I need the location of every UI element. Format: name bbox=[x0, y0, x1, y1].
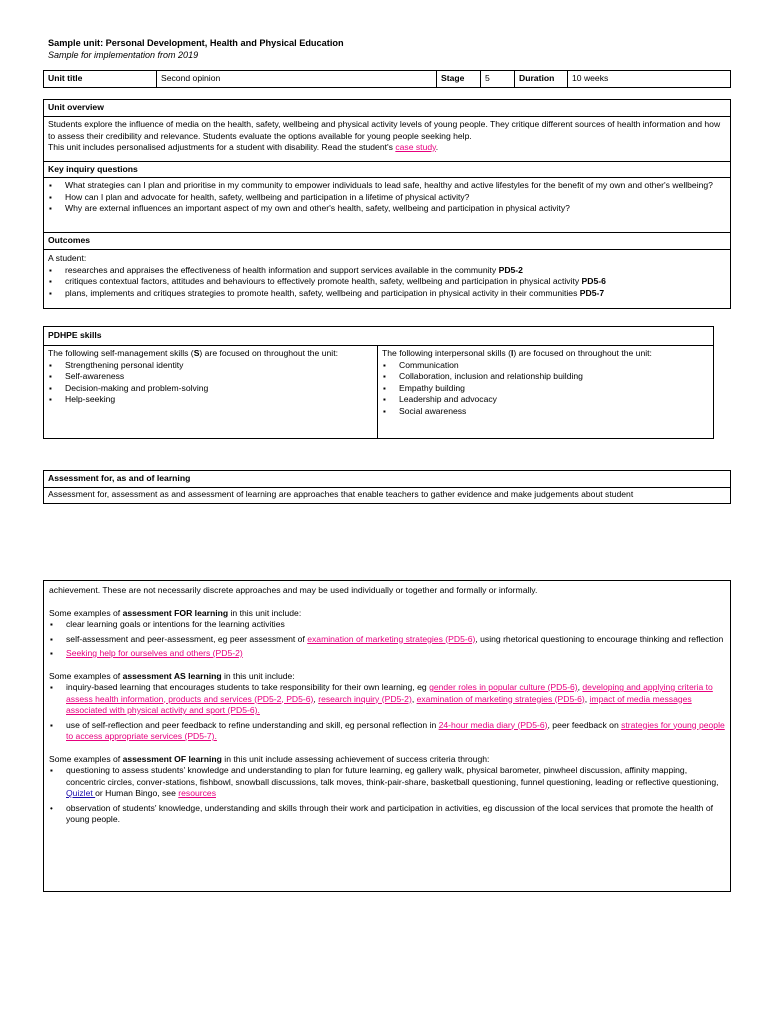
item-text: use of self-reflection and peer feedback to refine understanding and skill, eg personal reflection in bbox=[66, 719, 439, 730]
skill-item: ▪ Empathy building bbox=[382, 383, 709, 395]
unit-title-value: Second opinion bbox=[157, 71, 437, 88]
heading-prefix: Some examples of bbox=[49, 753, 123, 764]
resources-link[interactable]: resources bbox=[178, 788, 216, 798]
assessment-heading: Assessment for, as and of learning bbox=[44, 471, 730, 488]
overview-box bbox=[43, 99, 731, 309]
overview-case-study-line bbox=[48, 142, 726, 154]
item-text: questioning to assess students' knowledge and understanding to plan for future learning, eg gallery walk, physical barometer, pinwheel discussion, affinity mapping, concentric circles, conver-stations, fishbowl, snowball discussions, talk moves, think-pair-share, basketball questioning, funnel questioning, leading or reflective questioning, bbox=[66, 765, 719, 787]
outcome-code: PD5-7 bbox=[579, 287, 605, 298]
skill-item: ▪ Leadership and advocacy bbox=[382, 394, 709, 406]
assessment-continued-box bbox=[43, 580, 731, 892]
skill-item: ▪ Communication bbox=[382, 360, 709, 372]
heading-suffix: in this unit include assessing achievement of success criteria through: bbox=[221, 753, 490, 764]
skills-box bbox=[43, 326, 714, 439]
criteria-link[interactable]: developing and applying criteria to assess health information, products and services (PD5-2, PD5-6) bbox=[66, 682, 713, 704]
skill-item: ▪ Self-awareness bbox=[48, 371, 373, 383]
separator: , bbox=[313, 693, 319, 704]
item-text: inquiry-based learning that encourages students to take responsibility for their own learning, eg bbox=[66, 682, 430, 692]
marketing-strategies-link[interactable]: examination of marketing strategies (PD5-6) bbox=[307, 633, 476, 644]
skills-heading: PDHPE skills bbox=[44, 327, 713, 346]
media-diary-link[interactable]: 24-hour media diary (PD5-6) bbox=[438, 719, 548, 730]
interpersonal-intro bbox=[382, 348, 709, 360]
assessment-for-heading bbox=[49, 608, 725, 620]
marketing-strategies-link[interactable]: examination of marketing strategies (PD5-6) bbox=[416, 693, 585, 704]
skill-letter: S bbox=[193, 348, 200, 358]
outcomes-list bbox=[48, 265, 726, 300]
outcomes-section bbox=[44, 250, 730, 308]
heading-suffix: in this unit include: bbox=[228, 607, 302, 618]
assessment-for-item: ▪ clear learning goals or intentions for the learning activities bbox=[49, 619, 725, 631]
item-text: , peer feedback on bbox=[547, 719, 622, 730]
interpersonal-column bbox=[378, 346, 713, 438]
stage-label: Stage bbox=[437, 71, 481, 88]
inquiry-question: ▪ How can I plan and advocate for health, safety, wellbeing and participation in a lifetime of physical activity? bbox=[48, 192, 726, 204]
overview-text-suffix: . bbox=[435, 142, 439, 152]
outcome-text: critiques contextual factors, attitudes and behaviours to effectively promote health, safety, wellbeing and participation in physical activity bbox=[65, 276, 582, 286]
skill-item: ▪ Social awareness bbox=[382, 406, 709, 418]
assessment-as-item bbox=[49, 720, 725, 743]
heading-bold: assessment FOR learning bbox=[122, 607, 229, 618]
inquiry-heading: Key inquiry questions bbox=[44, 162, 730, 178]
inquiry-question: ▪ What strategies can I plan and prioritise in my community to empower individuals to lead safe, healthy and active lifestyles for the benefit of my own and other's wellbeing? bbox=[48, 180, 726, 192]
intro-suffix: ) are focused on throughout the unit: bbox=[513, 348, 652, 358]
inquiry-section bbox=[44, 178, 730, 233]
document-subtitle: Sample for implementation from 2019 bbox=[48, 49, 199, 60]
item-text: or Human Bingo, see bbox=[95, 788, 179, 798]
skill-item: ▪ Collaboration, inclusion and relationship building bbox=[382, 371, 709, 383]
duration-value: 10 weeks bbox=[568, 71, 731, 88]
separator: , bbox=[577, 682, 583, 692]
self-management-list bbox=[48, 360, 373, 406]
assessment-of-list bbox=[49, 765, 725, 826]
services-strategies-link[interactable]: strategies for young people to access appropriate services (PD5-7). bbox=[66, 719, 725, 741]
heading-suffix: in this unit include: bbox=[221, 670, 295, 681]
outcome-text: researches and appraises the effectiveness of health information and support services available in the community bbox=[65, 264, 499, 275]
overview-heading: Unit overview bbox=[44, 100, 730, 117]
assessment-box bbox=[43, 470, 731, 504]
duration-label: Duration bbox=[515, 71, 568, 88]
assessment-for-list bbox=[49, 619, 725, 660]
media-messages-link[interactable]: impact of media messages associated with physical activity and sport (PD5-6). bbox=[66, 693, 692, 715]
separator: , bbox=[411, 693, 417, 704]
intro-prefix: The following interpersonal skills ( bbox=[382, 348, 511, 358]
self-management-column bbox=[44, 346, 378, 438]
overview-text-prefix: This unit includes personalised adjustments for a student with disability. Read the student's bbox=[48, 142, 396, 152]
outcomes-intro: A student: bbox=[48, 253, 87, 263]
outcomes-heading: Outcomes bbox=[44, 233, 730, 250]
heading-bold: assessment OF learning bbox=[122, 753, 222, 764]
skill-item: ▪ Strengthening personal identity bbox=[48, 360, 373, 372]
assessment-for-item bbox=[49, 634, 725, 646]
assessment-of-item: • observation of students' knowledge, understanding and skills through their work and participation in activities, eg discussion of the local services that promote the health of young people. bbox=[49, 803, 725, 826]
stage-value: 5 bbox=[481, 71, 515, 88]
assessment-text: Assessment for, assessment as and assessment of learning are approaches that enable teachers to gather evidence and make judgements about student bbox=[48, 489, 634, 499]
assessment-of-heading bbox=[49, 754, 725, 766]
quizlet-link[interactable]: Quizlet bbox=[66, 788, 96, 798]
outcome-item bbox=[48, 288, 726, 300]
unit-title-label: Unit title bbox=[44, 71, 157, 88]
case-study-link[interactable]: case study bbox=[395, 142, 436, 152]
overview-text: Students explore the influence of media on the health, safety, wellbeing and physical activity levels of young people. They critique different sources of health information and how to assess their credibility and relevance. Students evaluate the options available for young people seeking help. bbox=[48, 119, 721, 141]
assessment-as-heading bbox=[49, 671, 725, 683]
separator: , bbox=[584, 693, 590, 704]
skill-item: ▪ Decision-making and problem-solving bbox=[48, 383, 373, 395]
outcome-code: PD5-6 bbox=[581, 276, 606, 286]
heading-prefix: Some examples of bbox=[49, 607, 123, 618]
skill-letter: I bbox=[510, 348, 514, 358]
inquiry-question: ▪ Why are external influences an important aspect of my own and other's health, safety, wellbeing and participation in physical activity? bbox=[48, 203, 726, 215]
assessment-continued-text: achievement. These are not necessarily discrete approaches and may be used individually or together and formally or informally. bbox=[49, 585, 538, 595]
outcome-item bbox=[48, 265, 726, 277]
document-header bbox=[48, 38, 344, 61]
heading-bold: assessment AS learning bbox=[122, 670, 222, 681]
intro-suffix: ) are focused on throughout the unit: bbox=[199, 348, 338, 358]
skills-columns bbox=[44, 346, 713, 438]
document-title: Sample unit: Personal Development, Health and Physical Education bbox=[48, 38, 344, 48]
unit-info-table bbox=[43, 70, 731, 88]
self-management-intro bbox=[48, 348, 373, 360]
assessment-for-item bbox=[49, 648, 725, 660]
inquiry-list bbox=[48, 180, 726, 215]
heading-prefix: Some examples of bbox=[49, 670, 123, 681]
intro-prefix: The following self-management skills ( bbox=[48, 348, 194, 358]
outcome-text: plans, implements and critiques strategies to promote health, safety, wellbeing and participation in physical activity in their communities bbox=[65, 287, 580, 298]
skill-item: ▪ Help-seeking bbox=[48, 394, 373, 406]
item-text: , using rhetorical questioning to encourage thinking and reflection bbox=[475, 633, 724, 644]
outcome-item bbox=[48, 276, 726, 288]
outcome-code: PD5-2 bbox=[498, 264, 523, 275]
assessment-of-item bbox=[49, 765, 725, 800]
gender-roles-link[interactable]: gender roles in popular culture (PD5-6) bbox=[429, 682, 578, 692]
interpersonal-list bbox=[382, 360, 709, 418]
assessment-as-item bbox=[49, 682, 725, 717]
item-text: self-assessment and peer-assessment, eg peer assessment of bbox=[66, 633, 308, 644]
assessment-as-list bbox=[49, 682, 725, 743]
research-inquiry-link[interactable]: research inquiry (PD5-2) bbox=[318, 693, 412, 704]
overview-section bbox=[44, 117, 730, 162]
seeking-help-link[interactable]: Seeking help for ourselves and others (PD5-2) bbox=[66, 648, 243, 658]
